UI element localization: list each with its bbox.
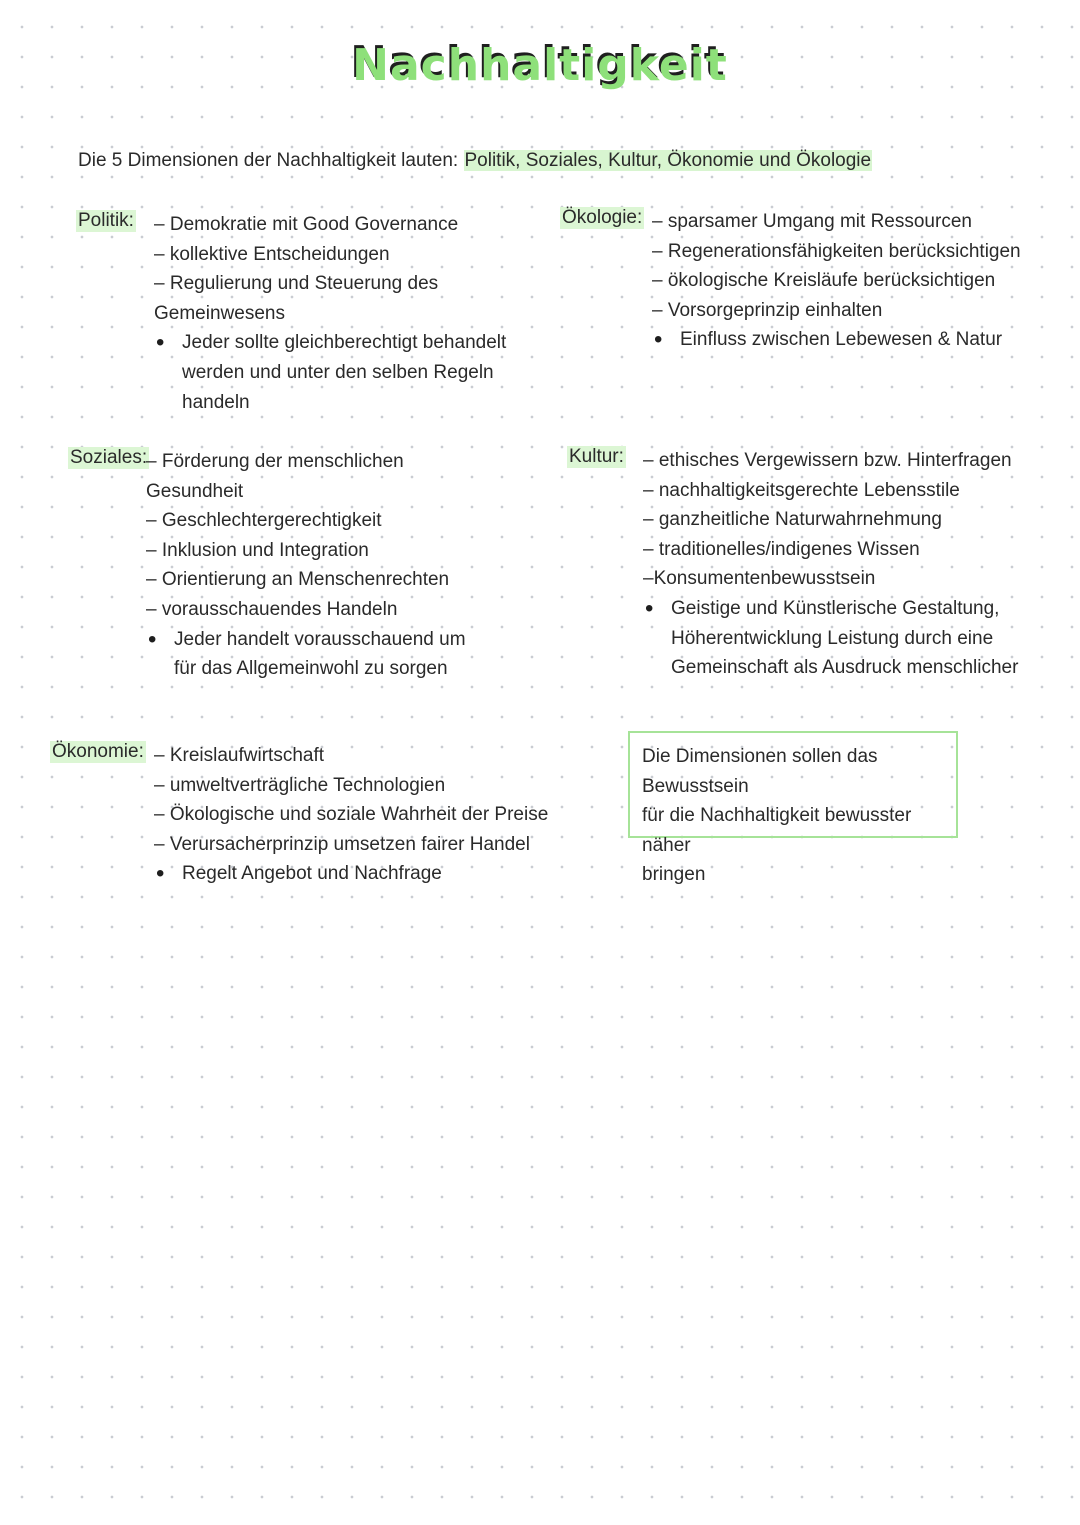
- list-item: – sparsamer Umgang mit Ressourcen: [652, 211, 972, 232]
- intro-prefix: Die 5 Dimensionen der Nachhaltigkeit lauten:: [78, 150, 464, 171]
- list-item: – Inklusion und Integration: [146, 539, 369, 561]
- list-item: – kollektive Entscheidungen: [154, 243, 390, 265]
- list-item: – Förderung der menschlichen: [146, 451, 404, 472]
- list-item: – ganzheitliche Naturwahrnehmung: [643, 509, 942, 531]
- list-item: – ethisches Vergewissern bzw. Hinterfragen: [643, 450, 1012, 471]
- list-item: – nachhaltigkeitsgerechte Lebensstile: [643, 479, 960, 501]
- page-title: Nachhaltigkeit: [352, 40, 728, 91]
- list-soziales: [146, 447, 526, 684]
- list-item: Gemeinwesens: [154, 302, 285, 324]
- section-label-oekonomie: Ökonomie:: [52, 741, 144, 762]
- list-kultur: [643, 446, 1073, 683]
- list-item: – Verursacherprinzip umsetzen fairer Handel: [154, 833, 530, 855]
- list-oekologie: [652, 207, 1072, 355]
- section-label-kultur: Kultur:: [569, 446, 624, 467]
- list-item: – traditionelles/indigenes Wissen: [643, 538, 920, 560]
- list-politik: [154, 210, 534, 417]
- list-item: –Konsumentenbewusstsein: [643, 568, 876, 590]
- bullet-item: • Jeder handelt vorausschauend um für das Allgemeinwohl zu sorgen: [146, 625, 526, 684]
- intro-highlight: Politik, Soziales, Kultur, Ökonomie und Ökologie: [464, 150, 872, 171]
- list-oekonomie: [154, 741, 574, 889]
- list-item: – Regenerationsfähigkeiten berücksichtigen: [652, 240, 1021, 262]
- list-item: – Vorsorgeprinzip einhalten: [652, 299, 883, 321]
- list-item: Gesundheit: [146, 480, 244, 502]
- intro-text: [78, 150, 872, 172]
- bullet-item: • Geistige und Künstlerische Gestaltung, Höherentwicklung Leistung durch eine Gemeinschaft als Ausdruck menschlicher: [643, 594, 1073, 683]
- list-item: – vorausschauendes Handeln: [146, 598, 398, 620]
- list-item: – Demokratie mit Good Governance: [154, 214, 459, 235]
- list-item: – ökologische Kreisläufe berücksichtigen: [652, 270, 996, 292]
- bullet-item: • Einfluss zwischen Lebewesen & Natur: [652, 325, 1072, 355]
- list-item: – Ökologische und soziale Wahrheit der Preise: [154, 804, 549, 826]
- section-label-politik: Politik:: [78, 210, 134, 231]
- list-item: – Regulierung und Steuerung des: [154, 273, 439, 295]
- section-label-oekologie: Ökologie:: [562, 207, 643, 228]
- list-item: – umweltverträgliche Technologien: [154, 774, 446, 796]
- section-label-soziales: Soziales:: [70, 447, 148, 468]
- list-item: – Geschlechtergerechtigkeit: [146, 510, 382, 532]
- bullet-item: • Regelt Angebot und Nachfrage: [154, 859, 574, 889]
- list-item: – Kreislaufwirtschaft: [154, 745, 325, 766]
- bullet-item: • Jeder sollte gleichberechtigt behandelt werden und unter den selben Regeln handeln: [154, 328, 534, 417]
- list-item: – Orientierung an Menschenrechten: [146, 569, 450, 591]
- summary-note-box: Die Dimensionen sollen das Bewusstsein für die Nachhaltigkeit bewusster näher bringen: [628, 731, 958, 838]
